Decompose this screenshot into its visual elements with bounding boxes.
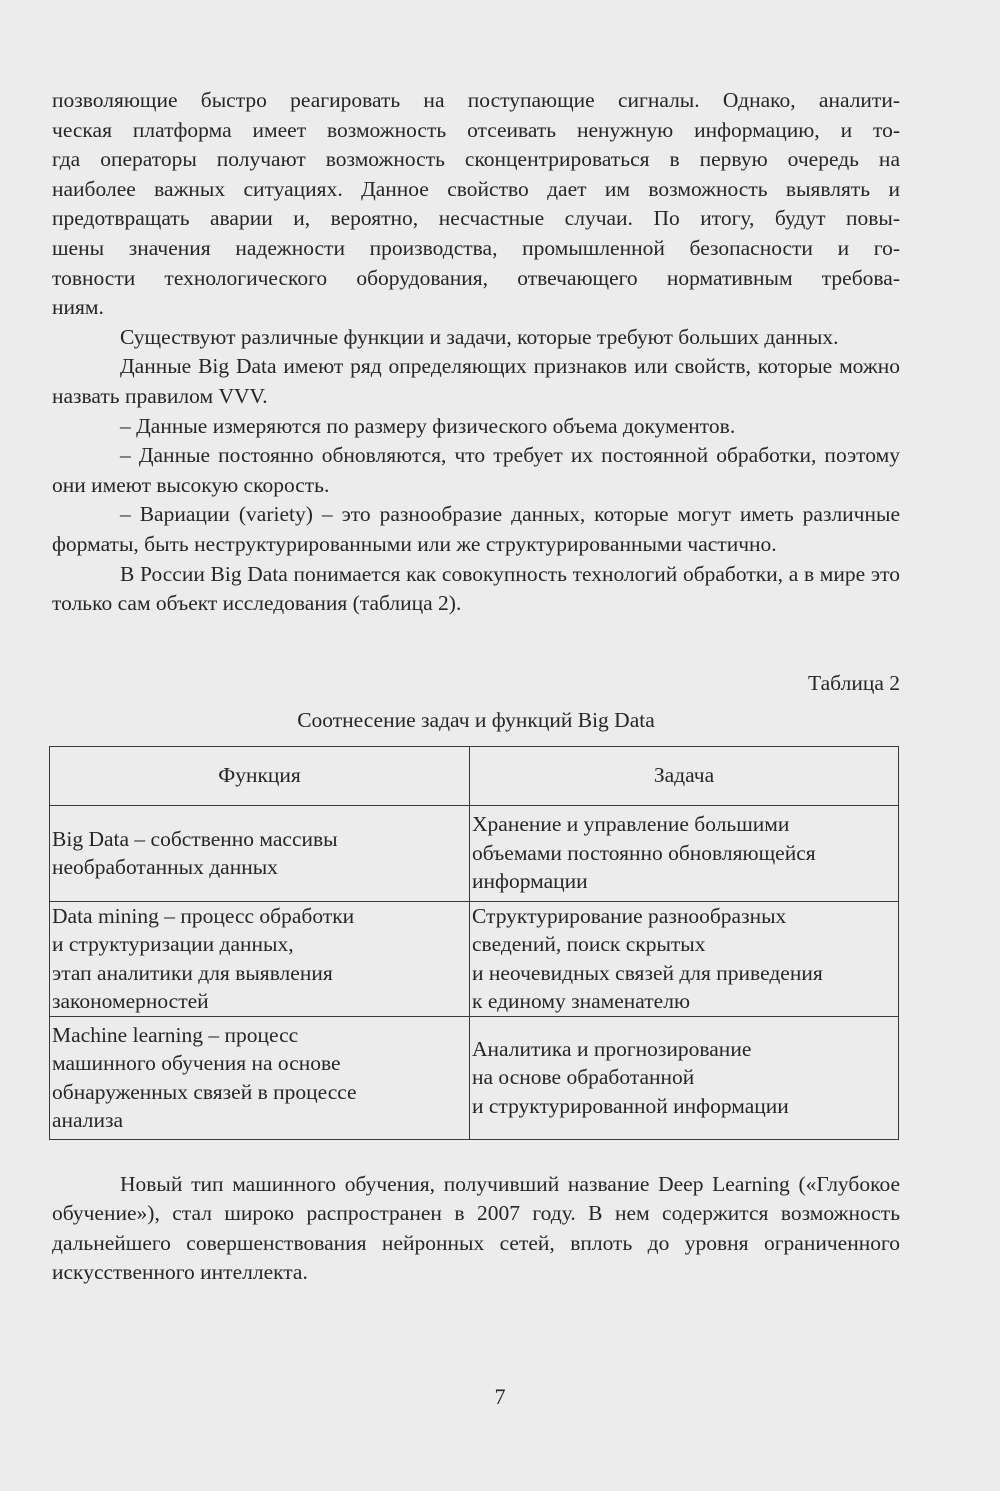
- cell-line: машинного обучения на основе: [52, 1051, 341, 1076]
- table-title: Соотнесение задач и функций Big Data: [297, 707, 655, 732]
- cell-line: и неочевидных связей для приведения: [472, 960, 823, 985]
- table-cell-function: [50, 901, 470, 1016]
- paragraph-2: Существуют различные функции и задачи, которые требуют больших данных.: [120, 324, 839, 349]
- paragraph-russia: В России Big Data понимается как совокупность технологий обработки, а в мире это только сам объект исследования (таблица 2).: [52, 561, 900, 616]
- table-row: [50, 805, 899, 901]
- cell-line: информации: [472, 869, 588, 894]
- cell-line: необработанных данных: [52, 855, 278, 880]
- table-row: [50, 1016, 899, 1139]
- cell-line: и структуризации данных,: [52, 932, 294, 957]
- table-header-row: [50, 746, 899, 805]
- cell-line: и структурированной информации: [472, 1093, 789, 1118]
- list-item-variety: – Вариации (variety) – это разнообразие данных, которые могут иметь различные форматы, быть неструктурированными или же структурированными частично.: [52, 502, 900, 556]
- table-header-task: Задача: [470, 746, 899, 805]
- paragraph-3: Данные Big Data имеют ряд определяющих признаков или свойств, которые можно назвать правилом VVV.: [52, 354, 900, 408]
- cell-line: закономерностей: [52, 989, 209, 1014]
- paragraph-1: позволяющие быстро реагировать на поступающие сигналы. Однако, аналити- ческая платформа имеет возможность отсеивать ненужную информацию, и то- гда операторы получают возможность сконцентрироваться в первую очередь на наиболее важных ситуациях. Данное свойство дает им возможность выявлять и предотвращать аварии и, вероятно, несчастные случаи. По итогу, будут повы- шены значения надежности производства, промышленной безопасности и го- товности технологического оборудования, отвечающего нормативным требова- ниям.: [52, 88, 900, 320]
- cell-line: Big Data – собственно массивы: [52, 826, 338, 851]
- cell-line: к единому знаменателю: [472, 989, 691, 1014]
- table-number: Таблица 2: [808, 670, 900, 695]
- cell-line: Data mining – процесс обработки: [52, 903, 355, 928]
- cell-line: объемами постоянно обновляющейся: [472, 840, 816, 865]
- cell-line: этап аналитики для выявления: [52, 960, 333, 985]
- table-row: [50, 901, 899, 1016]
- table-cell-task: [470, 1016, 899, 1139]
- cell-line: Machine learning – процесс: [52, 1022, 299, 1047]
- cell-line: обнаруженных связей в процессе: [52, 1079, 357, 1104]
- cell-line: Хранение и управление большими: [472, 812, 790, 837]
- cell-line: Структурирование разнообразных: [472, 903, 787, 928]
- table-cell-task: [470, 901, 899, 1016]
- cell-line: на основе обработанной: [472, 1065, 695, 1090]
- table-header-function: Функция: [50, 746, 470, 805]
- cell-line: сведений, поиск скрытых: [472, 932, 706, 957]
- cell-line: Аналитика и прогнозирование: [472, 1036, 752, 1061]
- page-number: 7: [494, 1384, 506, 1409]
- page-content: [52, 86, 900, 1288]
- big-data-table: [49, 746, 899, 1140]
- list-item-velocity: – Данные постоянно обновляются, что требует их постоянной обработки, поэтому они имеют высокую скорость.: [52, 443, 900, 497]
- paragraph-deep-learning: Новый тип машинного обучения, получивший название Deep Learning («Глубокое обучение»), стал широко распространен в 2007 году. В нем содержится возможность дальнейшего совершенствования нейронных сетей, вплоть до уровня ограниченного искусственного интеллекта.: [52, 1171, 900, 1285]
- list-item-volume: – Данные измеряются по размеру физического объема документов.: [120, 413, 736, 438]
- cell-line: анализа: [52, 1108, 124, 1133]
- table-cell-task: [470, 805, 899, 901]
- table-cell-function: [50, 1016, 470, 1139]
- table-cell-function: [50, 805, 470, 901]
